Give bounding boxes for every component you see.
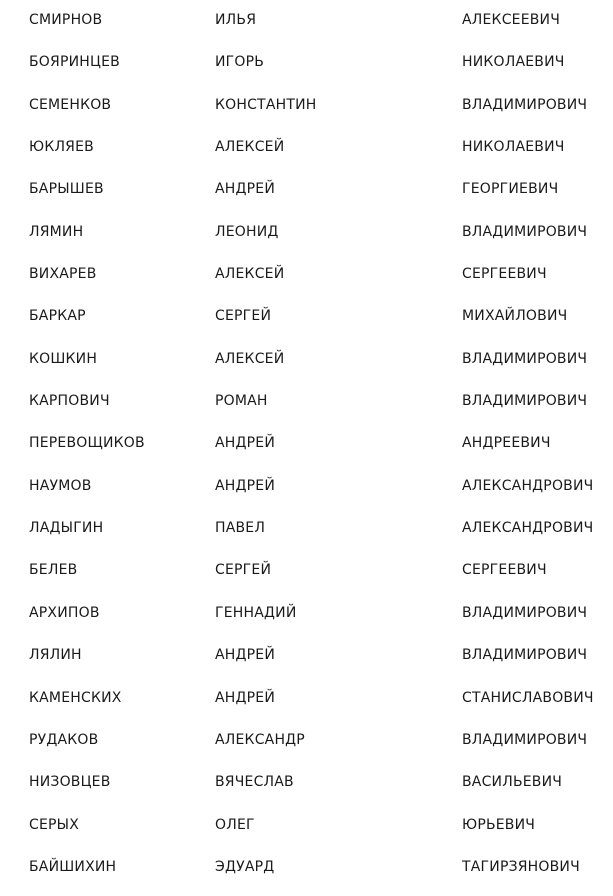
- first-name: ПАВЕЛ: [215, 520, 266, 537]
- last-name: КАМЕНСКИХ: [29, 689, 122, 706]
- first-name: АЛЕКСЕЙ: [215, 350, 285, 367]
- list-item: [0, 635, 613, 677]
- patronymic: ЮРЬЕВИЧ: [462, 816, 536, 833]
- last-name: СЕМЕНКОВ: [29, 96, 112, 113]
- first-name: АЛЕКСЕЙ: [215, 266, 285, 283]
- last-name: БАЙШИХИН: [29, 858, 117, 875]
- patronymic: ТАГИРЗЯНОВИЧ: [462, 858, 580, 875]
- last-name: ВИХАРЕВ: [29, 266, 97, 283]
- patronymic: МИХАЙЛОВИЧ: [462, 308, 568, 325]
- list-item: [0, 678, 613, 720]
- first-name: СЕРГЕЙ: [215, 562, 272, 579]
- list-item: [0, 169, 613, 211]
- first-name: АНДРЕЙ: [215, 647, 276, 664]
- list-item: [0, 0, 613, 42]
- patronymic: ВЛАДИМИРОВИЧ: [462, 96, 588, 113]
- patronymic: ГЕОРГИЕВИЧ: [462, 181, 559, 198]
- patronymic: АЛЕКСЕЕВИЧ: [462, 12, 561, 28]
- first-name: ЭДУАРД: [215, 858, 275, 875]
- last-name: ЛЯМИН: [29, 223, 84, 240]
- first-name: ГЕННАДИЙ: [215, 604, 297, 621]
- patronymic: СТАНИСЛАВОВИЧ: [462, 689, 594, 706]
- first-name: СЕРГЕЙ: [215, 308, 272, 325]
- list-item: [0, 212, 613, 254]
- patronymic: НИКОЛАЕВИЧ: [462, 139, 565, 156]
- last-name: РУДАКОВ: [29, 731, 99, 748]
- first-name: АЛЕКСЕЙ: [215, 139, 285, 156]
- first-name: КОНСТАНТИН: [215, 96, 317, 113]
- last-name: КОШКИН: [29, 350, 98, 367]
- patronymic: АНДРЕЕВИЧ: [462, 435, 551, 452]
- last-name: ЮКЛЯЕВ: [29, 139, 94, 156]
- list-item: [0, 339, 613, 381]
- last-name: БОЯРИНЦЕВ: [29, 54, 120, 71]
- patronymic: СЕРГЕЕВИЧ: [462, 266, 547, 283]
- list-item: [0, 85, 613, 127]
- list-item: [0, 423, 613, 465]
- last-name: СЕРЫХ: [29, 816, 80, 833]
- patronymic: ВЛАДИМИРОВИЧ: [462, 731, 588, 748]
- patronymic: ВАСИЛЬЕВИЧ: [462, 774, 563, 791]
- list-item: [0, 720, 613, 762]
- list-item: [0, 550, 613, 592]
- list-item: [0, 466, 613, 508]
- list-item: [0, 593, 613, 635]
- patronymic: НИКОЛАЕВИЧ: [462, 54, 565, 71]
- last-name: ПЕРЕВОЩИКОВ: [29, 435, 145, 452]
- first-name: АНДРЕЙ: [215, 477, 276, 494]
- first-name: АНДРЕЙ: [215, 181, 276, 198]
- last-name: АРХИПОВ: [29, 604, 100, 621]
- list-item: [0, 254, 613, 296]
- patronymic: ВЛАДИМИРОВИЧ: [462, 350, 588, 367]
- first-name: АЛЕКСАНДР: [215, 731, 305, 748]
- first-name: РОМАН: [215, 393, 268, 410]
- last-name: СМИРНОВ: [29, 12, 103, 28]
- last-name: НИЗОВЦЕВ: [29, 774, 111, 791]
- first-name: ВЯЧЕСЛАВ: [215, 774, 294, 791]
- patronymic: АЛЕКСАНДРОВИЧ: [462, 477, 594, 494]
- patronymic: АЛЕКСАНДРОВИЧ: [462, 520, 594, 537]
- patronymic: ВЛАДИМИРОВИЧ: [462, 647, 588, 664]
- last-name: ЛАДЫГИН: [29, 520, 104, 537]
- last-name: БАРЫШЕВ: [29, 181, 104, 198]
- first-name: ОЛЕГ: [215, 816, 255, 833]
- list-item: [0, 127, 613, 169]
- first-name: АНДРЕЙ: [215, 689, 276, 706]
- list-item: [0, 762, 613, 804]
- list-item: [0, 42, 613, 84]
- list-item: [0, 508, 613, 550]
- patronymic: ВЛАДИМИРОВИЧ: [462, 604, 588, 621]
- last-name: БАРКАР: [29, 308, 86, 325]
- list-item: [0, 805, 613, 847]
- first-name: ЛЕОНИД: [215, 223, 279, 240]
- first-name: ИГОРЬ: [215, 54, 265, 71]
- first-name: АНДРЕЙ: [215, 435, 276, 452]
- list-item: [0, 381, 613, 423]
- first-name: ИЛЬЯ: [215, 12, 257, 28]
- last-name: НАУМОВ: [29, 477, 92, 494]
- last-name: ЛЯЛИН: [29, 647, 82, 664]
- patronymic: ВЛАДИМИРОВИЧ: [462, 223, 588, 240]
- last-name: БЕЛЕВ: [29, 562, 78, 579]
- list-item: [0, 847, 613, 889]
- last-name: КАРПОВИЧ: [29, 393, 110, 410]
- patronymic: ВЛАДИМИРОВИЧ: [462, 393, 588, 410]
- list-item: [0, 296, 613, 338]
- patronymic: СЕРГЕЕВИЧ: [462, 562, 547, 579]
